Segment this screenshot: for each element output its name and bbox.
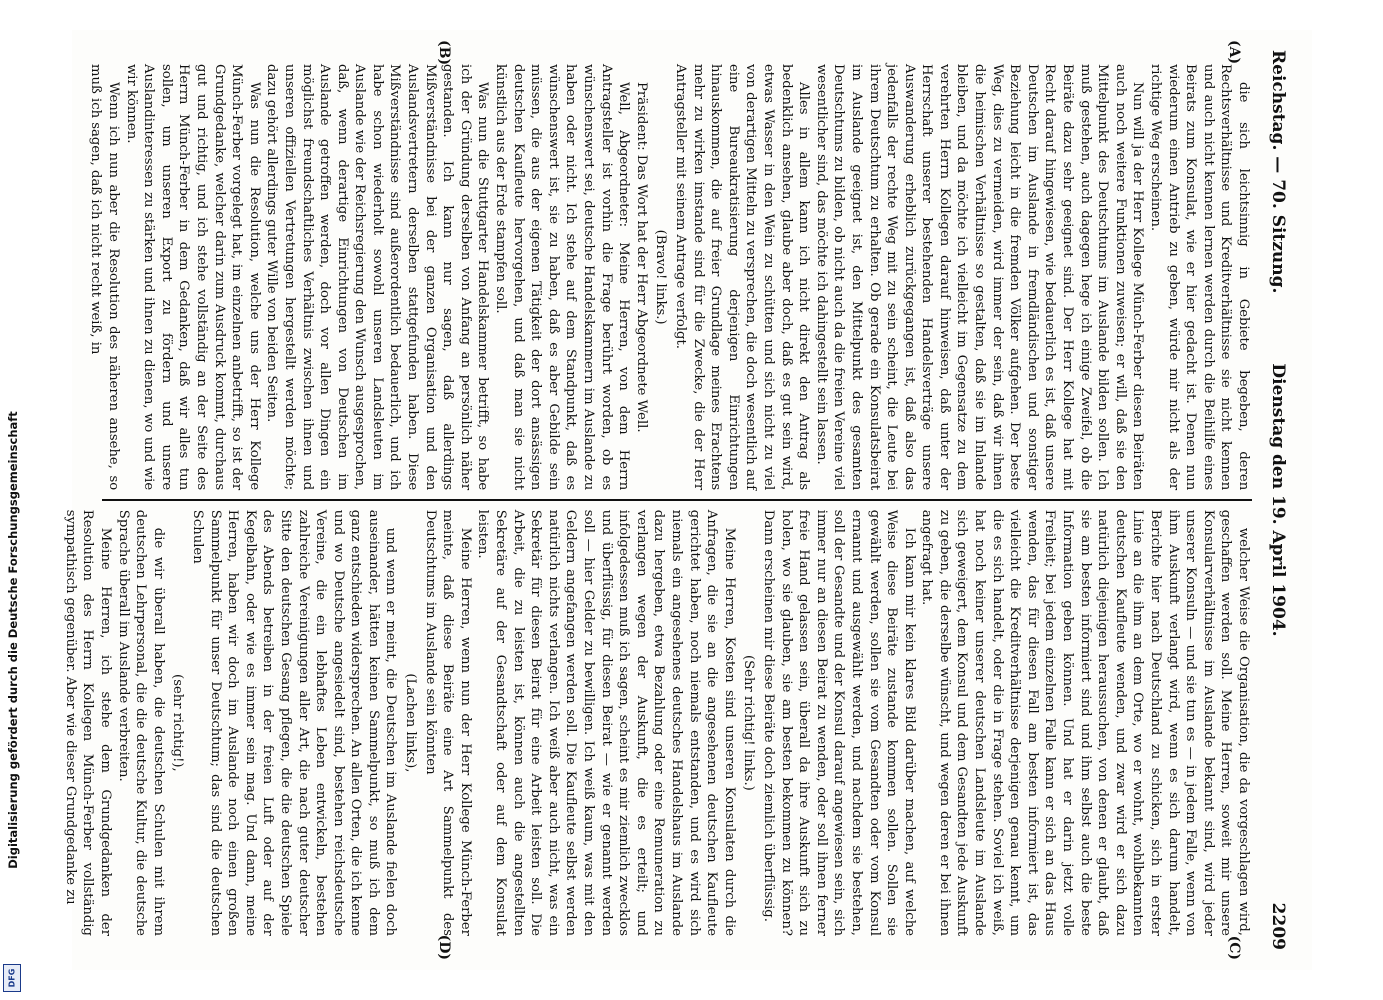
page-header (1262, 50, 1296, 950)
paragraph: Meine Herren, Kosten sind unseren Konsulaten durch die Anfragen, die sie an die angesehenen deutschen Kaufleute gerichtet haben, noch niemals entstanden, und es wird sich niemals ein angesehenes deutsches Handelshaus im Auslande dazu hergeben, etwa Bezahlung oder eine Remuneration zu verlangen wegen der Auskunft, die es erteilt; und infolgedessen muß ich sagen, scheint es mir ziemlich zwecklos und überflüssig, für diesen Beirat — wie er genannt werden soll — hier Gelder zu bewilligen. Ich weiß kaum, was mit den Geldern angefangen werden soll. Die Kaufleute selbst werden natürlich nichts verlangen. Ich weiß aber auch nicht, was ein Sekretär für diesen Beirat für eine Arbeit leisten soll. Die Arbeit, die zu leisten ist, können auch die angestellten Sekretäre auf der Gesandtschaft oder auf dem Konsulat leisten. (474, 509, 737, 936)
paragraph: Meine Herren, wenn nun der Herr Kollege Münch-Ferber meinte, daß diese Beiräte eine Art Sammelpunkt des Deutschtums im Auslande sein könnten (422, 509, 473, 936)
dfg-logo-text: DFG (7, 968, 17, 988)
margin-marker-a: (A) (1225, 40, 1242, 65)
president-line: Präsident: Das Wort hat der Herr Abgeordnete Well. (633, 82, 649, 433)
header-session: Reichstag. — 70. Sitzung. (1267, 50, 1288, 294)
header-date: Dienstag den 19. April 1904. (1267, 363, 1288, 637)
paragraph: die sich leichtsinnig in Gebiete begeben, deren Rechtsverhältnisse und Kreditverhältnisse sie nicht kennen und auch nicht kennen lernen werden durch die Beihilfe eines Beirats zum Konsulat, wie er hier gedacht ist. Denen nun wiederum einen Antrieb zu geben, würde mir nicht als der richtige Weg erscheinen. (1147, 64, 1251, 491)
dfg-logo-icon (3, 964, 21, 992)
paragraph: Alles in allem kann ich nicht direkt den Antrag als bedenklich ansehen, glaube aber doch, daß es gut sein wird, etwas Wasser in den Wein zu schütten und sich nicht zu viel von derartigen Mitteln zu versprechen, die doch wesentlich auf eine Bureaukratisierung derjenigen Einrichtungen hinauskommen, die auf freier Grundlage meines Erachtens mehr zu wirken imstande sind für die Zwecke, die der Herr Antragsteller mit seinem Antrage verfolgt. (672, 64, 811, 491)
scanned-page (62, 30, 1312, 970)
page-number: 2209 (1267, 902, 1288, 950)
paragraph: und wenn er meint, die Deutschen im Auslande fielen doch auseinander, hätten keinen Sammelpunkt, so muß ich dem ganz entschieden widersprechen. An allen Orten, die ich kenne und wo Deutsche angesiedelt sind, bestehen reichsdeutsche Vereine, die ein lebhaftes Leben entwickeln, bestehen zahlreiche Vereinigungen aller Art, die nach guter deutscher Sitte den deutschen Gesang pflegen, die die deutschen Spiele des Abends betreiben in der freien Luft oder auf der Kegelbahn, oder wie es immer sein mag. Und dann, meine Herren, haben wir doch im Auslande noch einen großen Sammelpunkt für unser Deutschtum; das sind die deutschen Schulen (189, 509, 398, 936)
margin-marker-b: (B) (435, 40, 452, 66)
left-column (87, 64, 1252, 491)
interjection: (Lachen links), (402, 673, 418, 773)
paragraph: Wenn ich nun aber die Resolution des näheren ansehe, so muß ich sagen, daß ich nicht recht weiß, in (87, 64, 121, 491)
column-divider (102, 499, 1252, 501)
margin-marker-d: (D) (435, 934, 452, 960)
text-columns (62, 64, 1252, 936)
digitization-sidebar (0, 0, 26, 1000)
interjection: (Sehr richtig! links.) (740, 654, 756, 791)
paragraph: welcher Weise die Organisation, die da vorgeschlagen wird, geschaffen werden soll. Meine Herren, soweit mir unsere Konsularverhältnisse im Auslande bekannt sind, wird jeder unserer Konsuln — und sie tun es — in jedem Falle, wenn von ihm Auskunft verlangt wird, wenn es sich darum handelt, Berichte hier nach Deutschland zu schicken, sich in erster Linie an die ihm an dem Orte, wo er wohnt, wohlbekannten deutschen Kaufleute wenden, und zwar wird er sich dazu natürlich diejenigen heraussuchen, von denen er glaubt, daß sie am besten informiert sind und ihm selbst auch die beste Information geben können. Und hat er darin jetzt volle Freiheit; bei jedem einzelnen Falle kann er sich an das Haus wenden, das für diesen Fall am besten informiert ist, das vielleicht die Kreditverhältnisse derjenigen genau kennt, um die es sich handelt, oder die in Frage stehen. Soviel ich weiß, hat noch keiner unserer deutschen Landsleute im Auslande sich geweigert, dem Konsul und dem Gesandten jede Auskunft zu geben, die derselbe wünscht, und wegen deren er bei ihnen angefragt hat. (918, 509, 1251, 936)
paragraph: Meine Herren, ich stehe dem Grundgedanken der Resolution des Herrn Kollegen Münch-Ferber vollständig sympathisch gegenüber. Aber wie dieser Grundgedanke zu (62, 509, 113, 936)
paragraph: Was nun die Resolution, welche uns der Herr Kollege Münch-Ferber vorgelegt hat, im einzelnen anbetrifft, so ist der Grundgedanke, welcher darin zum Ausdruck kommt, durchaus gut und richtig, und ich stehe vollständig an der Seite des Herrn Münch-Ferber in dem Gedanken, daß wir alles tun sollen, um unseren Export zu fördern und unsere Auslandinteressen zu stärken und ihnen zu dienen, wo und wie wir können. (123, 64, 262, 491)
paragraph: Ich kann mir kein klares Bild darüber machen, auf welche Weise diese Beiräte zustande kommen sollen. Sollen sie gewählt werden, sollen sie vom Gesandten oder vom Konsul ernannt und ausgewählt werden, und nachdem sie bestehen, soll der Gesandte und der Konsul darauf angewiesen sein, sich immer nur an diesen Beirat zu wenden, oder soll ihnen ferner freie Hand gelassen sein, überall da ihre Auskunft sich zu holen, wo sie glauben, sie am besten bekommen zu können? Dann erscheinen mir diese Beiräte doch ziemlich überflüssig. (760, 509, 917, 936)
paragraph: die wir überall haben, die deutschen Schulen mit ihrem deutschen Lehrpersonal, die die deutsche Kultur, die deutsche Sprache überall im Auslande verbreiten. (115, 509, 166, 936)
margin-marker-c: (C) (1225, 935, 1242, 960)
paragraph: Well, Abgeordneter: Meine Herren, von dem Herrn Antragsteller ist vorhin die Frage berührt worden, ob es wünschenswert sei, deutsche Handelskammern im Auslande zu haben oder nicht. Ich stehe auf dem Standpunkt, daß es wünschenswert ist, sie zu haben, daß es aber Gebilde sein müssen, die aus der eigenen Tätigkeit der dort ansässigen deutschen Kaufleute hervorgehen, und daß man sie nicht künstlich aus der Erde stampfen soll. (492, 64, 631, 491)
applause-note: (Bravo! links.) (652, 229, 668, 325)
paragraph: Was nun die Stuttgarter Handelskammer betrifft, so habe ich der Gründung derselben von Anfang an persönlich näher gestanden. Ich kann nur sagen, daß allerdings Mißverständnisse bei der ganzen Organisation und den Auslandsvertretern derselben stattgefunden haben. Diese Mißverständnisse sind außerordentlich bedauerlich, und ich habe schon wiederholt sowohl unseren Landsleuten im Auslande wie der Reichsregierung den Wunsch ausgesprochen, daß, wenn derartige Einrichtungen von Deutschen im Auslande getroffen werden, doch vor allen Dingen ein möglichst freundschaftliches Verhältnis zwischen ihnen und unseren offiziellen Vertretungen hergestellt werden möchte; dazu gehört allerdings guter Wille von beiden Seiten. (263, 64, 490, 491)
dfg-funding-note: Digitalisierung gefördert durch die Deutsche Forschungsgemeinschaft (6, 411, 20, 869)
right-column (62, 509, 1252, 936)
paragraph: Nun will ja der Herr Kollege Münch-Ferber diesen Beiräten auch noch weitere Funktionen zuweisen; er will, daß sie den Mittelpunkt des Deutschtums im Auslande bilden sollen. Ich muß gestehen, auch dagegen hege ich einige Zweifel, ob die Beiräte dazu sehr geeignet sind. Der Herr Kollege hat mit Recht darauf hingewiesen, wie bedauerlich es ist, daß unsere Deutschen im Auslande in fremdländischen und sonstiger Beziehung leicht in die fremden Völker aufgehen. Der beste Weg, dies zu vermeiden, wird immer der sein, daß wir ihnen die heimischen Verhältnisse so gestalten, daß sie im Inlande bleiben, und da möchte ich vielleicht im Gegensatze zu dem verehrten Herrn Kollegen darauf hinweisen, daß unter der Herrschaft unserer bestehenden Handelsverträge unsere Auswanderung erheblich zurückgegangen ist, daß also das jedenfalls der rechte Weg mit zu sein scheint, die Leute bei ihrem Deutschtum zu erhalten. Ob gerade ein Konsulatsbeirat im Auslande geeignet ist, den Mittelpunkt des gesamten Deutschtums zu bilden, ob nicht auch da die freien Vereine viel wesentlicher sind, das möchte ich dahingestellt sein lassen. (813, 64, 1145, 491)
interjection: (sehr richtig!), (169, 674, 185, 772)
